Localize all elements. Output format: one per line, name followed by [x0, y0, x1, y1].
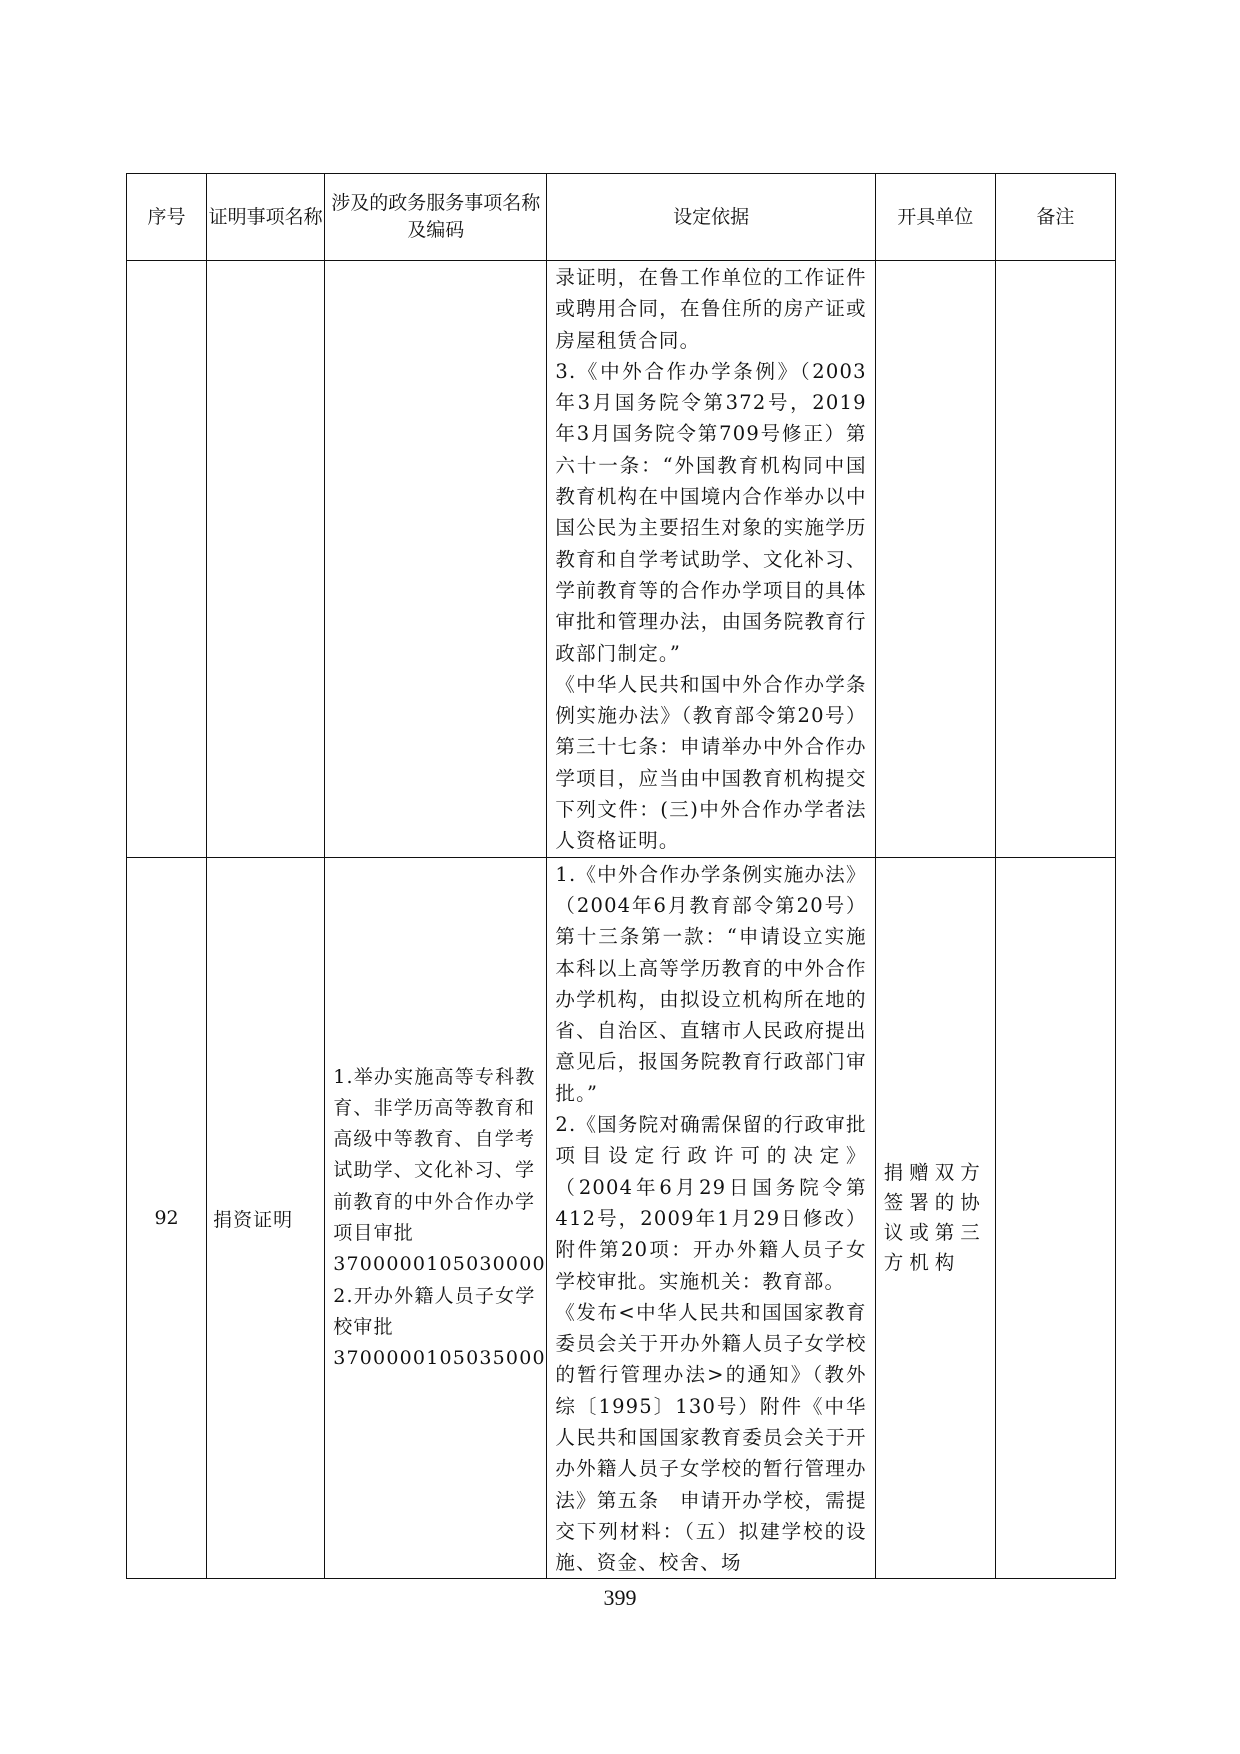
- service-code: 3700000105030000: [333, 1253, 546, 1276]
- header-remark: 备注: [995, 174, 1115, 261]
- row-basis: [547, 261, 875, 858]
- row-basis: [547, 857, 875, 1579]
- row-remark: [995, 857, 1115, 1579]
- table-row: [127, 261, 1116, 858]
- row-services: [325, 857, 547, 1579]
- header-basis: 设定依据: [547, 174, 875, 261]
- row-seq: [127, 261, 207, 858]
- basis-paragraph: 《发布<中华人民共和国国家教育委员会关于开办外籍人员子女学校的暂行管理办法>的通知》（教外综〔1995〕130号）附件《中华人民共和国国家教育委员会关于开办外籍人员子女学校的暂行管理办法》第五条 申请开办学校，需提交下列材料：（五）拟建学校的设施、资金、校舍、场: [555, 1300, 867, 1575]
- service-code: 3700000105035000: [333, 1347, 546, 1370]
- row-remark: [995, 261, 1115, 858]
- page-number: 399: [603, 1585, 637, 1610]
- service-item: 1.举办实施高等专科教育、非学历高等教育和高级中等教育、自学考试助学、文化补习、学前教育的中外合作办学项目审批: [333, 1065, 536, 1245]
- row-services: [325, 261, 547, 858]
- basis-paragraph: 《中华人民共和国中外合作办学条例实施办法》（教育部令第20号）第三十七条：申请举办中外合作办学项目，应当由中国教育机构提交下列文件：(三)中外合作办学者法人资格证明。: [555, 672, 867, 853]
- table-row: [127, 857, 1116, 1579]
- basis-paragraph: 录证明，在鲁工作单位的工作证件或聘用合同，在鲁住所的房产证或房屋租赁合同。: [555, 266, 867, 352]
- header-services: 涉及的政务服务事项名称及编码: [325, 174, 547, 261]
- basis-paragraph: 3.《中外合作办学条例》（2003年3月国务院令第372号，2019年3月国务院令第709号修正）第六十一条：“外国教育机构同中国教育机构在中国境内合作举办以中国公民为主要招生对象的实施学历教育和自学考试助学、文化补习、学前教育等的合作办学项目的具体审批和管理办法，由国务院教育行政部门制定。”: [555, 359, 867, 665]
- header-item-name: 证明事项名称: [207, 174, 325, 261]
- row-item-name: 捐资证明: [207, 857, 325, 1579]
- row-item-name: [207, 261, 325, 858]
- header-issuer: 开具单位: [875, 174, 995, 261]
- row-seq: 92: [127, 857, 207, 1579]
- table-header-row: [127, 174, 1116, 261]
- certification-table: [126, 173, 1116, 1579]
- row-issuer: 捐赠双方签署的协议或第三方机构: [875, 857, 995, 1579]
- service-item: 2.开办外籍人员子女学校审批: [333, 1284, 536, 1338]
- row-issuer: [875, 261, 995, 858]
- basis-paragraph: 1.《中外合作办学条例实施办法》（2004年6月教育部令第20号）第十三条第一款：“申请设立实施本科以上高等学历教育的中外合作办学机构，由拟设立机构所在地的省、自治区、直辖市人民政府提出意见后，报国务院教育行政部门审批。”: [555, 862, 867, 1105]
- header-seq: 序号: [127, 174, 207, 261]
- basis-paragraph: 2.《国务院对确需保留的行政审批项目设定行政许可的决定》（2004年6月29日国务院令第412号，2009年1月29日修改）附件第20项：开办外籍人员子女学校审批。实施机关：教育部。: [555, 1113, 867, 1293]
